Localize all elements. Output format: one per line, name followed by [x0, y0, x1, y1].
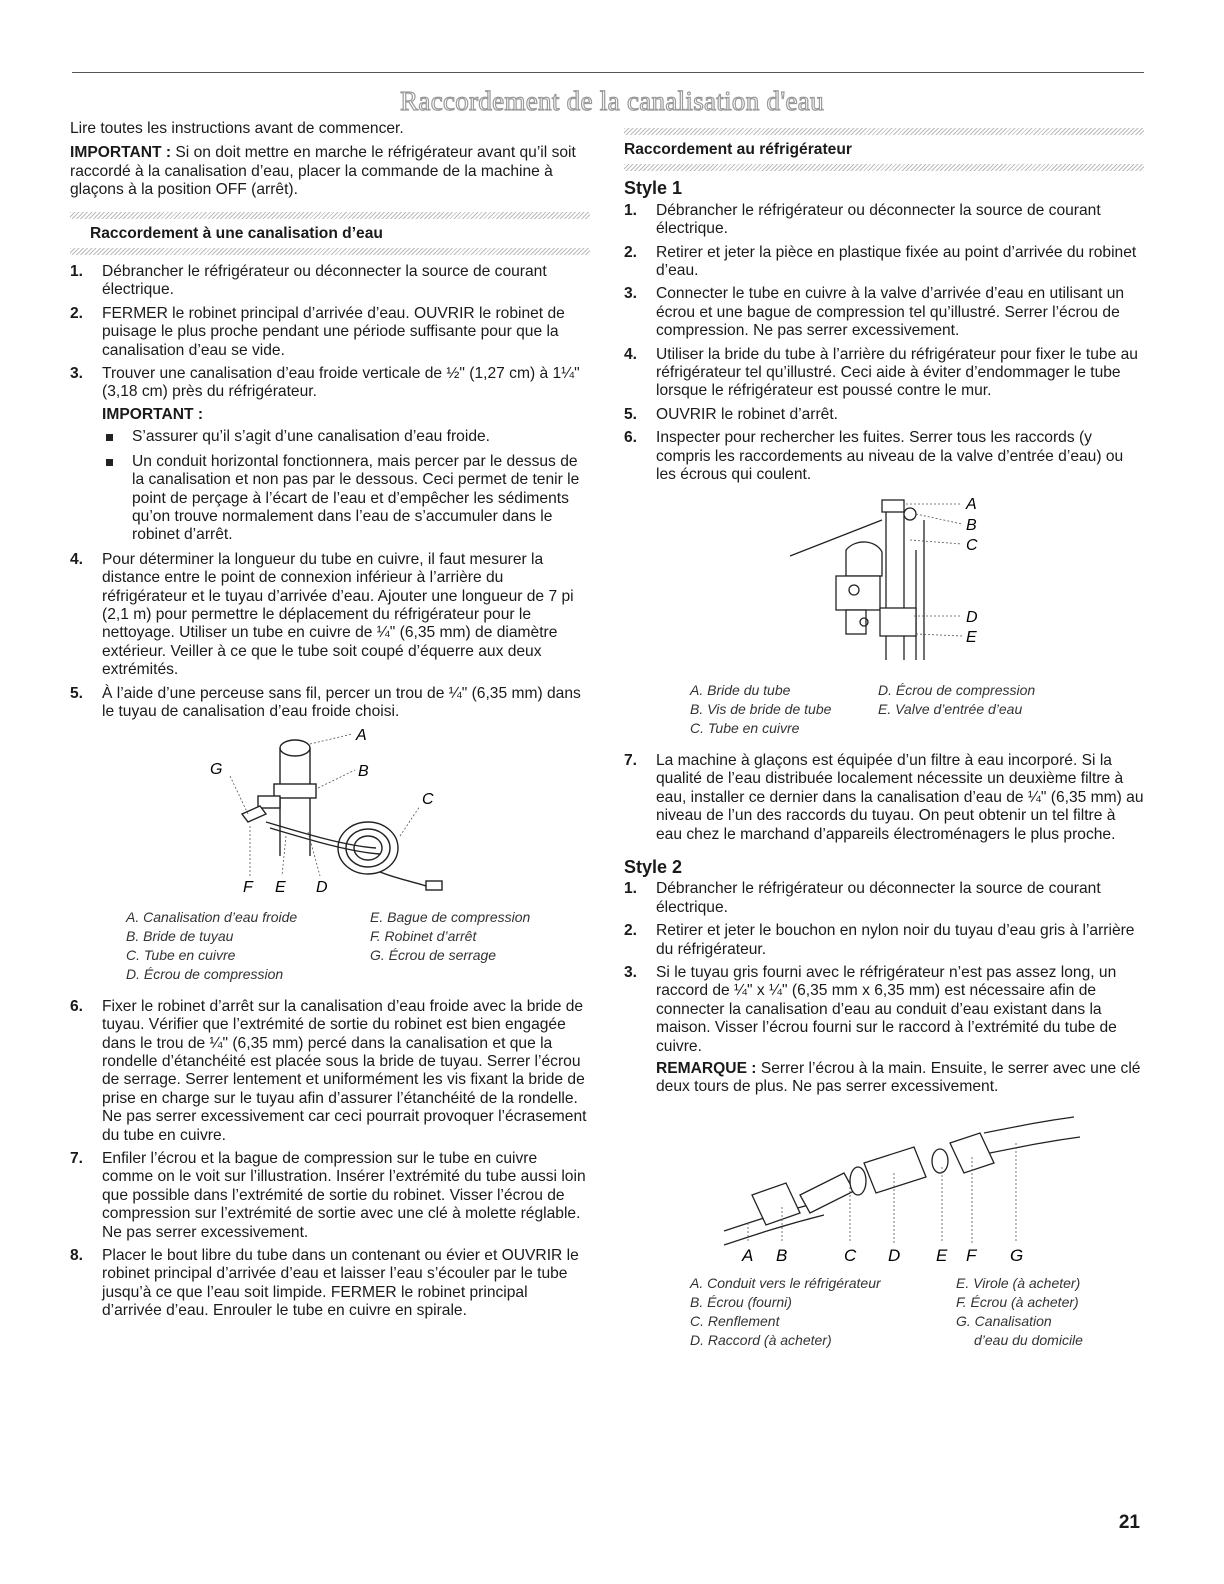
- fig1-label-e: E: [275, 879, 286, 897]
- fig2-legend: A. Bride du tube D. Écrou de compression B. Vis de bride de tube E. Valve d’entrée d’eau C. Tube en cuivre: [690, 681, 1036, 736]
- list-item: 5. À l’aide d’une perceuse sans fil, percer un trou de ¼" (6,35 mm) dans le tuyau de canalisation d’eau froide choisi.: [70, 684, 581, 720]
- right-column: [624, 120, 1144, 1364]
- fig1-legend: A. Canalisation d’eau froide E. Bague de compression B. Bride de tuyau F. Robinet d’arrêt C. Tube en cuivre G. Écrou de serrage D. Écrou de compression: [126, 908, 531, 982]
- fig1-label-c: C: [422, 791, 434, 809]
- important-label: IMPORTANT :: [70, 144, 172, 162]
- list-item: 6. Fixer le robinet d’arrêt sur la canalisation d’eau froide avec la bride de tuyau. Vérifier que l’extrémité de sortie du robinet est bien engagée dans le trou de ¼" (6,35 mm) percé dans la canalisation et que la rondelle d’étanchéité est placée sous la bride de tuyau. Serrer l’écrou de serrage. Serrer lentement et uniformément les vis fixant la bride de prise en charge sur le tuyau afin d’assurer l’étanchéité de la rondelle. Ne pas serrer excessivement car ceci pourrait provoquer l’écrasement du tube en cuivre.: [70, 997, 587, 1144]
- fig1-label-b: B: [358, 763, 369, 781]
- fig3-label-d: D: [888, 1245, 901, 1263]
- style2-steps: [624, 880, 1144, 1096]
- list-item: 4. Utiliser la bride du tube à l’arrière du réfrigérateur pour fixer le tube au réfrigérateur tel qu’illustré. Ceci aide à éviter d’endommager le tube lorsque le réfrigérateur est poussé contre le mur.: [624, 345, 1138, 400]
- fig2-label-e: E: [966, 628, 977, 646]
- style1-steps: [624, 202, 1144, 485]
- list-item: 8. Placer le bout libre du tube dans un contenant ou évier et OUVRIR le robinet principal d’arrivée d’eau et laisser l’eau s’écouler par le tube jusqu’à ce que l’eau soit limpide. FERMER le robinet principal d’arrivée d’eau. Enrouler le tube en cuivre en spirale.: [70, 1247, 579, 1320]
- list-item: 2. FERMER le robinet principal d’arrivée d’eau. OUVRIR le robinet de puisage le plus proche pendant une période suffisante pour que la canalisation d’eau se vide.: [70, 304, 565, 359]
- remarque-label: REMARQUE :: [656, 1060, 757, 1077]
- fig1-label-a: A: [356, 727, 367, 745]
- top-rule: [72, 72, 1144, 73]
- water-line-steps: [70, 263, 590, 721]
- left-column: [70, 120, 590, 1326]
- fig2-label-b: B: [966, 516, 977, 534]
- inlet-valve-illustration: [624, 490, 1144, 675]
- fitting-illustration: [624, 1103, 1144, 1268]
- fig2-label-a: A: [966, 495, 977, 513]
- section-bar: [70, 248, 590, 255]
- section-heading-water-line: Raccordement à une canalisation d’eau: [90, 224, 383, 242]
- important-note: [70, 144, 590, 199]
- list-item: 1. Débrancher le réfrigérateur ou déconnecter la source de courant électrique.: [624, 201, 1101, 238]
- shutoff-valve-illustration: [70, 726, 590, 901]
- step3-bullets: [102, 428, 590, 544]
- list-item: 1. Débrancher le réfrigérateur ou déconnecter la source de courant électrique.: [624, 880, 1101, 916]
- list-item: 2. Retirer et jeter le bouchon en nylon noir du tuyau d’eau gris à l’arrière du réfrigérateur.: [624, 922, 1135, 958]
- list-item: 7. La machine à glaçons est équipée d’un filtre à eau incorporé. Si la qualité de l’eau distribuée localement nécessite un deuxième filtre à eau, installer ce dernier dans la canalisation d’eau de ¼" (6,35 mm) au niveau de l’un des raccords du tuyau. On peut obtenir un tel filtre à eau chez le marchand d’appareils électroménagers le plus proche.: [624, 751, 1144, 843]
- important-text: Si on doit mettre en marche le réfrigérateur avant qu’il soit raccordé à la canalisation d’eau, placer la commande de la machine à glaçons à la position OFF (arrêt).: [70, 144, 576, 199]
- list-item: 1. Débrancher le réfrigérateur ou déconnecter la source de courant électrique.: [70, 263, 547, 299]
- fig2-label-d: D: [966, 608, 978, 626]
- page-title: Raccordement de la canalisation d'eau: [400, 86, 824, 116]
- section-heading-refrigerator: Raccordement au réfrigérateur: [624, 141, 852, 158]
- style1-heading: Style 1: [624, 178, 683, 199]
- fig3-label-e: E: [936, 1245, 948, 1263]
- fig3-label-g: G: [1010, 1245, 1024, 1263]
- fig3-label-f: F: [966, 1245, 977, 1263]
- fig3-label-b: B: [776, 1245, 788, 1263]
- fig3-label-c: C: [844, 1245, 857, 1263]
- fig1-label-g: G: [210, 761, 223, 779]
- section-bar: [624, 164, 1144, 171]
- list-item: 3. Connecter le tube en cuivre à la valve d’arrivée d’eau en utilisant un écrou et une bague de compression tel qu’illustré. Serrer l’écrou de compression. Ne pas serrer excessivement.: [624, 285, 1125, 340]
- bullet-item: S’assurer qu’il s’agit d’une canalisation d’eau froide.: [102, 428, 590, 446]
- fig3-label-a: A: [742, 1245, 754, 1263]
- fig3-legend: A. Conduit vers le réfrigérateur E. Virole (à acheter) B. Écrou (fourni) F. Écrou (à acheter) C. Renflement G. Canalisation D. Raccord (à acheter) d’eau du domicile: [690, 1275, 1083, 1349]
- fig1-label-f: F: [243, 879, 253, 897]
- list-item: 6. Inspecter pour rechercher les fuites. Serrer tous les raccords (y compris les raccordements au niveau de la valve d’entrée d’eau) ou les écrous qui coulent.: [624, 429, 1124, 484]
- list-item: 2. Retirer et jeter la pièce en plastique fixée au point d’arrivée du robinet d’eau.: [624, 243, 1137, 280]
- section-bar: [624, 128, 1144, 135]
- list-item: 5. OUVRIR le robinet d’arrêt.: [624, 405, 838, 423]
- fig1-label-d: D: [316, 879, 328, 897]
- page-number: 21: [1118, 1512, 1140, 1533]
- bullet-item: Un conduit horizontal fonctionnera, mais percer par le dessus de la canalisation et non pas par le dessous. Ceci permet de tenir le point de perçage à l’écart de l’eau et d’empêcher les sédiments qu’on trouve normalement dans l’eau de s’accumuler dans le robinet d’arrêt.: [102, 453, 590, 545]
- step3-important-label: IMPORTANT :: [102, 405, 204, 423]
- list-item: 4. Pour déterminer la longueur du tube en cuivre, il faut mesurer la distance entre le point de connexion inférieur à l’arrière du réfrigérateur et le tuyau d’arrivée d’eau. Ajouter une longueur de 7 pi (2,1 m) pour permettre le déplacement du réfrigérateur pour le nettoyage. Utiliser un tube en cuivre de ¼" (6,35 mm) de diamètre extérieur. Veiller à ce que le tube soit coupé d’équerre aux deux extrémités.: [70, 550, 574, 679]
- section-bar: [70, 212, 590, 219]
- style1-step7: [624, 752, 1144, 844]
- list-item: 7. Enfiler l’écrou et la bague de compression sur le tube en cuivre comme on le voit sur l’illustration. Insérer l’extrémité du tube aussi loin que possible dans l’extrémité de sortie du robinet. Visser l’écrou de compression sur l’extrémité de sortie avec une clé à molette réglable. Ne pas serrer excessivement.: [70, 1150, 586, 1241]
- list-item: 3. Trouver une canalisation d’eau froide verticale de ½" (1,27 cm) à 1¼" (3,18 cm) près du réfrigérateur. IMPORTANT : S’assurer qu’il s’agit d’une canalisation d’eau froide. Un conduit horizontal fonctionnera, mais percer par le dessus de la canalisation et non pas par le dessous. Ceci permet de tenir le point de perçage à l’écart de l’eau et d’empêcher les sédiments qu’on trouve normalement dans l’eau de s’accumuler dans le robinet d’arrêt.: [70, 365, 590, 545]
- style2-heading: Style 2: [624, 856, 683, 877]
- remarque-text: Serrer l’écrou à la main. Ensuite, le serrer avec une clé deux tours de plus. Ne pas serrer excessivement.: [656, 1060, 1141, 1096]
- list-item: 3. Si le tuyau gris fourni avec le réfrigérateur n’est pas assez long, un raccord de ¼" x ¼" (6,35 mm x 6,35 mm) est nécessaire afin de connecter la canalisation d’eau au conduit d’eau existant dans la maison. Visser l’écrou fourni sur le raccord à l’extrémité du tube de cuivre. REMARQUE : Serrer l’écrou à la main. Ensuite, le serrer avec une clé deux tours de plus. Ne pas serrer excessivement.: [624, 964, 1144, 1097]
- water-line-steps-continued: [70, 998, 590, 1321]
- intro-text: Lire toutes les instructions avant de commencer.: [70, 120, 404, 137]
- fig2-label-c: C: [966, 536, 978, 554]
- remarque-note: [656, 1060, 1144, 1097]
